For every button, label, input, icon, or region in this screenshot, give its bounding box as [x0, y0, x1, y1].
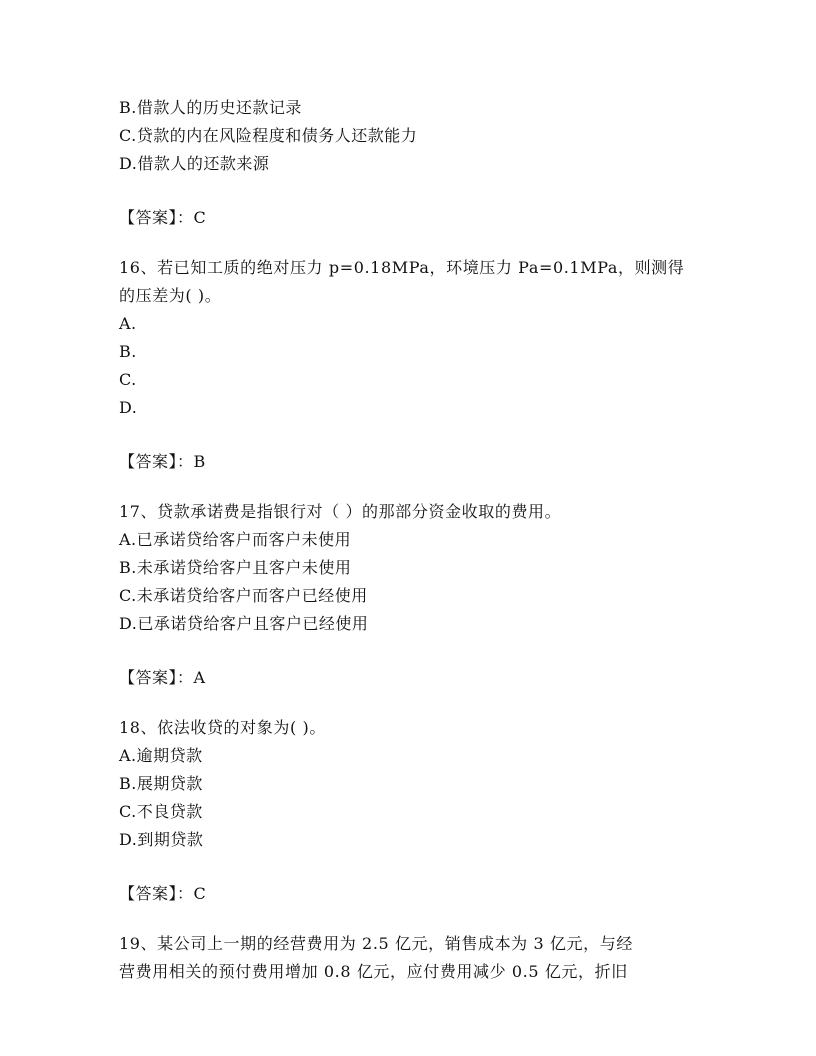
spacer	[119, 692, 719, 714]
question-18	[119, 714, 719, 908]
option-d: D.	[119, 398, 138, 417]
answer-line: 【答案】：C	[119, 884, 207, 903]
option-d: D.借款人的还款来源	[119, 154, 270, 173]
option-b: B.借款人的历史还款记录	[119, 98, 302, 117]
option-c: C.不良贷款	[119, 802, 203, 821]
option-a: A.逾期贷款	[119, 746, 203, 765]
option-b: B.未承诺贷给客户且客户未使用	[119, 558, 352, 577]
spacer	[119, 854, 719, 880]
question-stem-line-1: 17、贷款承诺费是指银行对（ ）的那部分资金收取的费用。	[119, 502, 562, 521]
option-b: B.展期贷款	[119, 774, 203, 793]
option-d: D.已承诺贷给客户且客户已经使用	[119, 614, 369, 633]
question-stem-line-2: 的压差为( )。	[119, 286, 222, 305]
spacer	[119, 232, 719, 254]
spacer	[119, 178, 719, 204]
spacer	[119, 476, 719, 498]
question-17	[119, 498, 719, 692]
spacer	[119, 908, 719, 930]
option-c: C.未承诺贷给客户而客户已经使用	[119, 586, 368, 605]
option-a: A.	[119, 314, 137, 333]
answer-line: 【答案】：A	[119, 668, 206, 687]
option-b: B.	[119, 342, 137, 361]
question-stem-line-1: 18、依法收贷的对象为( )。	[119, 718, 326, 737]
question-stem-line-2: 营费用相关的预付费用增加 0.8 亿元，应付费用减少 0.5 亿元，折旧	[119, 962, 628, 981]
question-19	[119, 930, 719, 986]
answer-line: 【答案】：B	[119, 452, 206, 471]
spacer	[119, 638, 719, 664]
document-page	[119, 94, 719, 986]
question-stem-line-1: 19、某公司上一期的经营费用为 2.5 亿元，销售成本为 3 亿元，与经	[119, 934, 633, 953]
option-c: C.贷款的内在风险程度和债务人还款能力	[119, 126, 418, 145]
option-d: D.到期贷款	[119, 830, 204, 849]
option-a: A.已承诺贷给客户而客户未使用	[119, 530, 352, 549]
answer-line: 【答案】：C	[119, 208, 207, 227]
question-15	[119, 94, 719, 232]
question-stem-line-1: 16、若已知工质的绝对压力 p=0.18MPa，环境压力 Pa=0.1MPa，则测得	[119, 258, 685, 277]
spacer	[119, 422, 719, 448]
option-c: C.	[119, 370, 137, 389]
question-16	[119, 254, 719, 476]
